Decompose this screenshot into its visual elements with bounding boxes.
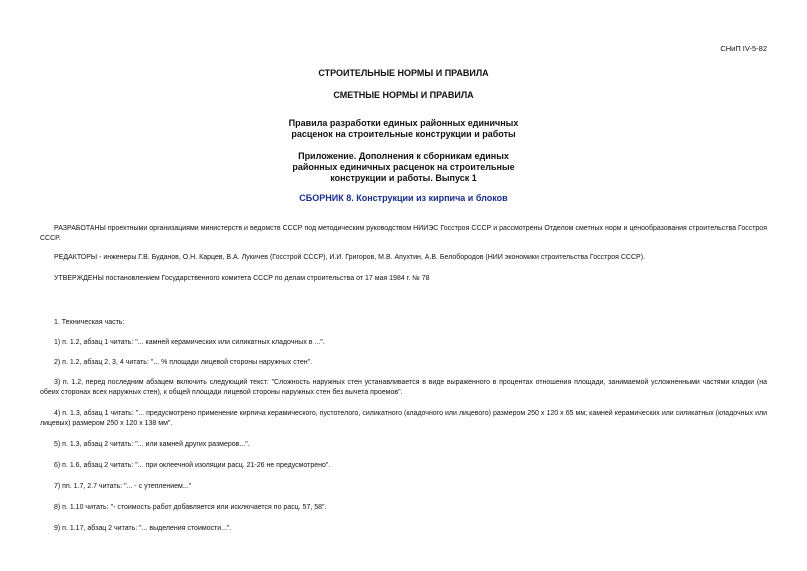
rules-title-line1: Правила разработки единых районных единичных bbox=[288, 118, 519, 128]
main-title: СТРОИТЕЛЬНЫЕ НОРМЫ И ПРАВИЛА bbox=[318, 68, 489, 78]
list-item: 7) пп. 1.7, 2.7 читать: "... - с утеплением..." bbox=[54, 483, 192, 490]
list-item: 4) п. 1.3, абзац 1 читать: "... предусмотрено применение кирпича керамического, пустотелого, силикатного (кладочного или лицевого) размером 250 х 120 х 65 мм; камней керамических или силикатных (кладочных или лицевых) размером 250 х 120 х 138 мм". bbox=[40, 410, 767, 427]
document-code: СНиП IV-5-82 bbox=[720, 44, 767, 53]
appendix-title-line3: конструкции и работы. Выпуск 1 bbox=[330, 173, 477, 183]
section-heading: 1. Техническая часть: bbox=[54, 319, 125, 326]
appendix-title-line2: районных единичных расценок на строительные bbox=[292, 162, 515, 172]
list-item: 5) п. 1.3, абзац 2 читать: "... или камней других размеров...". bbox=[54, 441, 250, 448]
rules-title-line2: расценок на строительные конструкции и работы bbox=[291, 129, 516, 139]
appendix-title-line1: Приложение. Дополнения к сборникам единых bbox=[298, 151, 509, 161]
list-item: 6) п. 1.6, абзац 2 читать: "... при оклеечной изоляции расц. 21-26 не предусмотрено". bbox=[54, 462, 331, 469]
subtitle: СМЕТНЫЕ НОРМЫ И ПРАВИЛА bbox=[333, 90, 474, 100]
editors-paragraph: РЕДАКТОРЫ - инженеры Г.В. Буданов, О.Н. Карцев, В.А. Лукичев (Госстрой СССР), И.И. Григоров, М.В. Апухтин, А.В. Белобородов (НИИ экономики строительства Госстроя СССР). bbox=[54, 254, 645, 261]
developed-paragraph: РАЗРАБОТАНЫ проектными организациями министерств и ведомств СССР под методическим руководством НИИЭС Госстроя СССР и рассмотрены Отделом сметных норм и ценообразования строительства Госстроя СССР. bbox=[40, 225, 767, 242]
list-item: 3) п. 1.2, перед последним абзацем включить следующий текст: "Сложность наружных стен устанавливается в виде выраженного в процентах отношения площади, занимаемой усложненными частями кладки (на обеих сторонах всех наружных стен), к общей площади лицевой стороны наружных стен без вычета проемов". bbox=[40, 379, 767, 396]
collection-title: СБОРНИК 8. Конструкции из кирпича и блоков bbox=[299, 193, 508, 203]
list-item: 8) п. 1.10 читать: "- стоимость работ добавляется или исключается по расц. 57, 58". bbox=[54, 504, 327, 511]
list-item: 1) п. 1.2, абзац 1 читать: "... камней керамических или силикатных кладочных в ...". bbox=[54, 339, 325, 346]
list-item: 2) п. 1.2, абзац 2, 3, 4 читать: "... % площади лицевой стороны наружных стен". bbox=[54, 359, 313, 366]
rules-title bbox=[0, 118, 807, 140]
list-item: 9) п. 1.17, абзац 2 читать: "... выделения стоимости...". bbox=[54, 525, 232, 532]
appendix-title bbox=[0, 151, 807, 184]
approved-paragraph: УТВЕРЖДЕНЫ постановлением Государственного комитета СССР по делам строительства от 17 мая 1984 г. № 78 bbox=[54, 275, 430, 282]
